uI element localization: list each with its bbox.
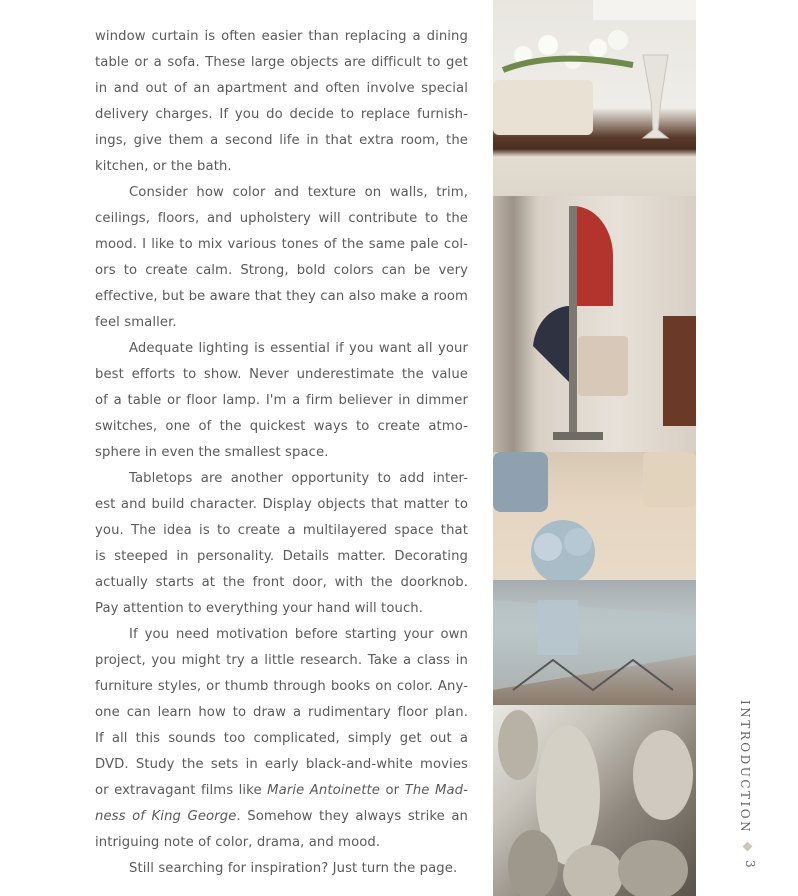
italic-title: Marie Antoinette bbox=[267, 783, 381, 798]
text-line: furniture styles, or thumb through books on color. Any- bbox=[95, 679, 468, 694]
text-line: actually starts at the front door, with the doorknob. bbox=[95, 575, 468, 590]
silver-vases-icon bbox=[493, 705, 696, 896]
text-line: table or a sofa. These large objects are difficult to get bbox=[95, 55, 468, 70]
flower-vase-icon bbox=[493, 0, 696, 196]
text-line: kitchen, or the bath. bbox=[95, 159, 232, 174]
text-line: Adequate lighting is essential if you want all your bbox=[129, 341, 468, 356]
text-line: ceilings, floors, and upholstery will contribute to the bbox=[95, 211, 468, 226]
text-line: DVD. Study the sets in early black-and-white movies bbox=[95, 757, 468, 772]
text-line: switches, one of the quickest ways to create atmo- bbox=[95, 419, 468, 434]
text-line bbox=[95, 778, 468, 804]
diamond-ornament-icon bbox=[743, 842, 753, 852]
hydrangea-icon bbox=[493, 452, 696, 590]
text-span: . Somehow they always strike an bbox=[236, 809, 468, 824]
text-line: effective, but be aware that they can also make a room bbox=[95, 289, 468, 304]
text-line: window curtain is often easier than replacing a dining bbox=[95, 29, 468, 44]
italic-title: The Mad- bbox=[404, 783, 468, 798]
text-line: you. The idea is to create a multilayered space that bbox=[95, 523, 468, 538]
photo-flower-vase bbox=[493, 0, 696, 196]
photo-glass-table bbox=[493, 580, 696, 705]
running-head bbox=[738, 700, 758, 880]
glass-table-icon bbox=[493, 580, 696, 705]
text-line: Pay attention to everything your hand will touch. bbox=[95, 601, 424, 616]
italic-title: ness of King George bbox=[95, 809, 237, 824]
photo-sofa-hydrangea bbox=[493, 452, 696, 590]
text-line: Tabletops are another opportunity to add inter- bbox=[129, 471, 468, 486]
sculpture-icon bbox=[493, 196, 696, 452]
text-line: If all this sounds too complicated, simply get out a bbox=[95, 731, 468, 746]
text-line: Consider how color and texture on walls, trim, bbox=[129, 185, 468, 200]
text-line: best efforts to show. Never underestimate the value bbox=[95, 367, 468, 382]
text-line: is steeped in personality. Details matter. Decorating bbox=[95, 549, 468, 564]
text-line: one can learn how to draw a rudimentary floor plan. bbox=[95, 705, 468, 720]
photo-sculpture-room bbox=[493, 196, 696, 452]
page-number: 3 bbox=[743, 860, 757, 868]
text-span: or bbox=[380, 783, 405, 798]
text-line: ors to create calm. Strong, bold colors can be very bbox=[95, 263, 468, 278]
text-line: project, you might try a little research. Take a class in bbox=[95, 653, 468, 668]
text-line: sphere in even the smallest space. bbox=[95, 445, 329, 460]
photo-strip bbox=[493, 0, 696, 896]
text-line: mood. I like to mix various tones of the same pale col- bbox=[95, 237, 468, 252]
photo-silver-vases bbox=[493, 705, 696, 896]
text-line: of a table or floor lamp. I'm a firm believer in dimmer bbox=[95, 393, 468, 408]
text-line: est and build character. Display objects that matter to bbox=[95, 497, 468, 512]
body-text-column bbox=[95, 24, 468, 882]
text-line: ings, give them a second life in that extra room, the bbox=[95, 133, 468, 148]
text-line: If you need motivation before starting your own bbox=[129, 627, 468, 642]
text-line: Still searching for inspiration? Just turn the page. bbox=[129, 861, 458, 876]
text-line: feel smaller. bbox=[95, 315, 177, 330]
text-line: intriguing note of color, drama, and mood. bbox=[95, 835, 381, 850]
text-span: or extravagant films like bbox=[95, 783, 268, 798]
text-line bbox=[95, 804, 468, 830]
text-line: delivery charges. If you do decide to replace furnish- bbox=[95, 107, 468, 122]
section-title: INTRODUCTION bbox=[738, 700, 752, 835]
text-line: in and out of an apartment and often involve special bbox=[95, 81, 468, 96]
